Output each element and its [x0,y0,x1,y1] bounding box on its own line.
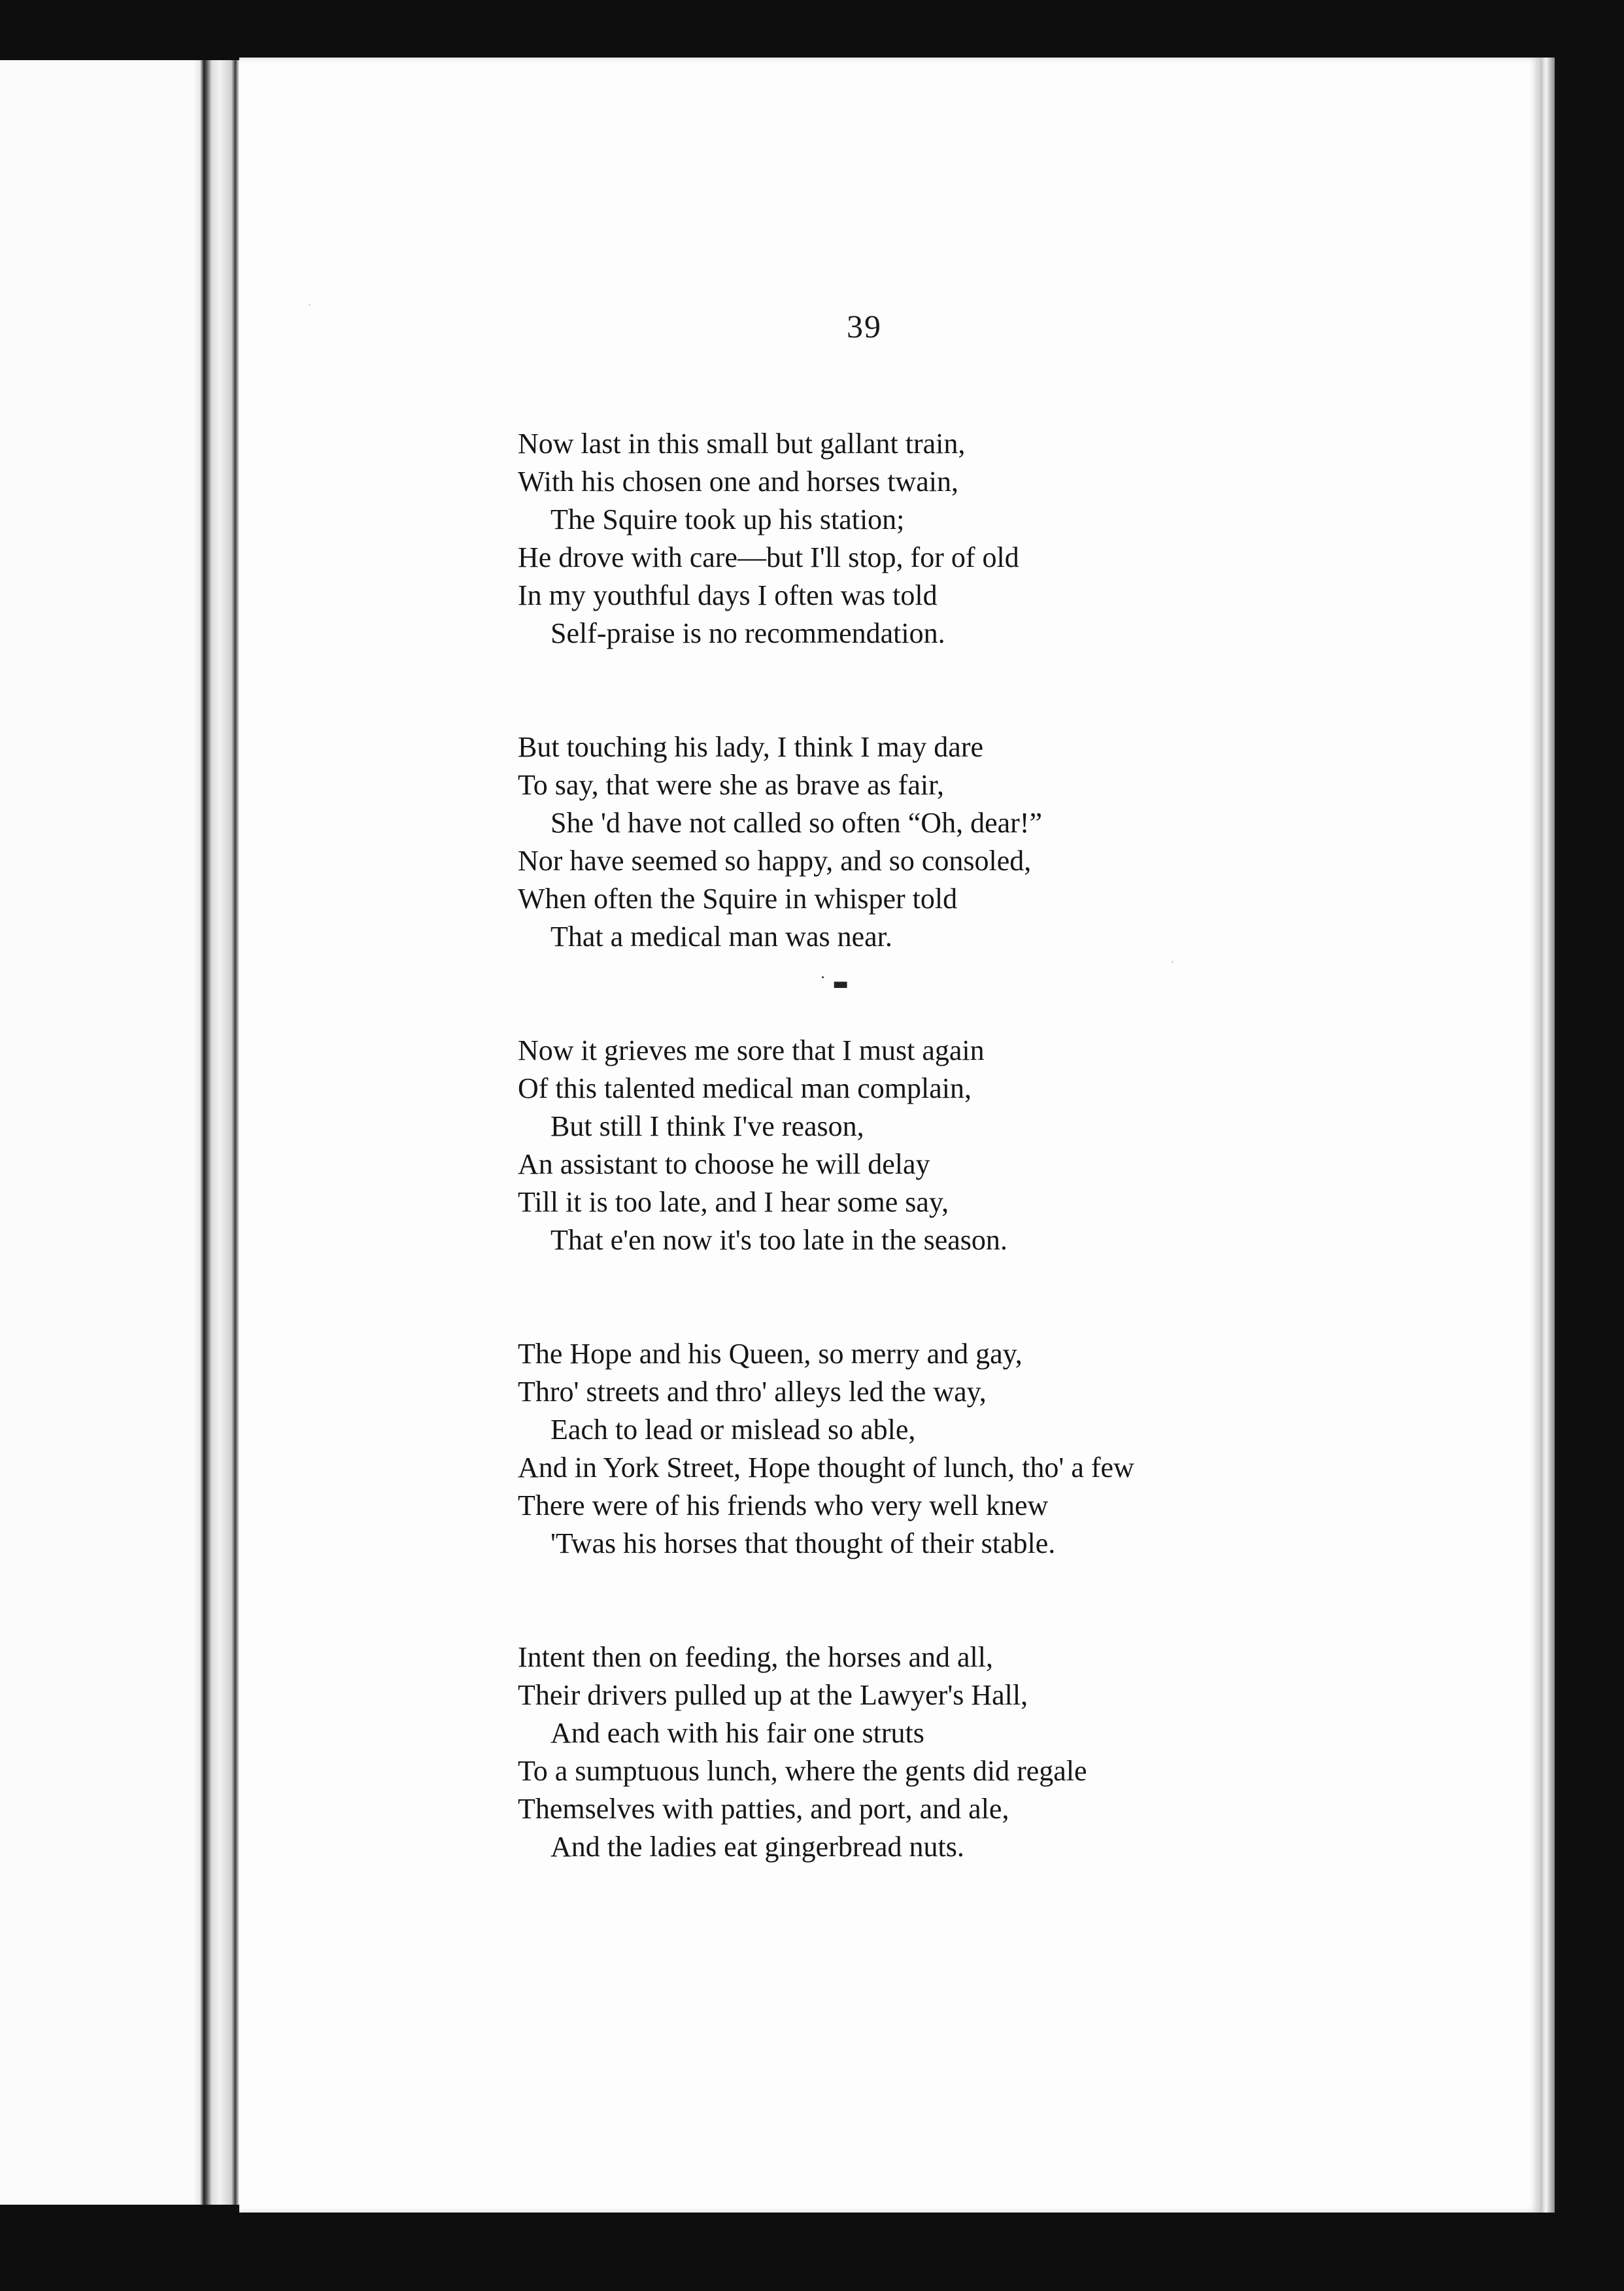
poem-line: And in York Street, Hope thought of lunch, tho' a few [518,1451,1134,1484]
poem-line: Themselves with patties, and port, and ale, [518,1793,1009,1825]
poem-line: That a medical man was near. [550,921,892,953]
poem-line: That e'en now it's too late in the season. [550,1224,1007,1256]
stanza [518,1335,1368,1563]
paper-speck: · [1170,955,1175,971]
poem-line: And the ladies eat gingerbread nuts. [550,1831,964,1863]
poem-line: With his chosen one and horses twain, [518,466,958,498]
poem-line: Their drivers pulled up at the Lawyer's Hall, [518,1679,1028,1711]
poem-line: Now it grieves me sore that I must again [518,1034,985,1066]
poem-line: But still I think I've reason, [550,1110,864,1142]
poem-line: Till it is too late, and I hear some say, [518,1186,949,1218]
poem-line: Of this talented medical man complain, [518,1072,972,1104]
poem-line: An assistant to choose he will delay [518,1148,930,1180]
poem-line: She 'd have not called so often “Oh, dear!” [550,807,1042,839]
poem-line: To say, that were she as brave as fair, [518,769,945,801]
poem-line: Intent then on feeding, the horses and all, [518,1641,994,1673]
poem-line: Thro' streets and thro' alleys led the way, [518,1376,987,1408]
poem-line: When often the Squire in whisper told [518,883,958,915]
poem-body [518,425,1368,1942]
poem-line: To a sumptuous lunch, where the gents did regale [518,1755,1087,1787]
ink-mark: ˙ ▬ [819,974,849,994]
book-gutter [194,60,239,2205]
poem-line: The Squire took up his station; [550,503,905,535]
poem-line: And each with his fair one struts [550,1717,924,1749]
poem-line: There were of his friends who very well knew [518,1489,1049,1521]
paper-speck: · [307,297,312,314]
poem-line: But touching his lady, I think I may dare [518,731,984,763]
poem-line: 'Twas his horses that thought of their stable. [550,1527,1056,1559]
stanza [518,728,1368,956]
stanza [518,425,1368,653]
poem-line: Self-praise is no recommendation. [550,617,945,649]
poem-line: Each to lead or mislead so able, [550,1414,916,1446]
poem-line: He drove with care—but I'll stop, for of old [518,541,1019,573]
poem-line: The Hope and his Queen, so merry and gay, [518,1338,1023,1370]
page-edge [1540,58,1555,2213]
poem-line: Nor have seemed so happy, and so consoled, [518,845,1032,877]
page-number: 39 [847,308,882,345]
stanza [518,1638,1368,1866]
poem-line: Now last in this small but gallant train, [518,428,966,460]
poem-line: In my youthful days I often was told [518,579,938,611]
stanza [518,1032,1368,1259]
